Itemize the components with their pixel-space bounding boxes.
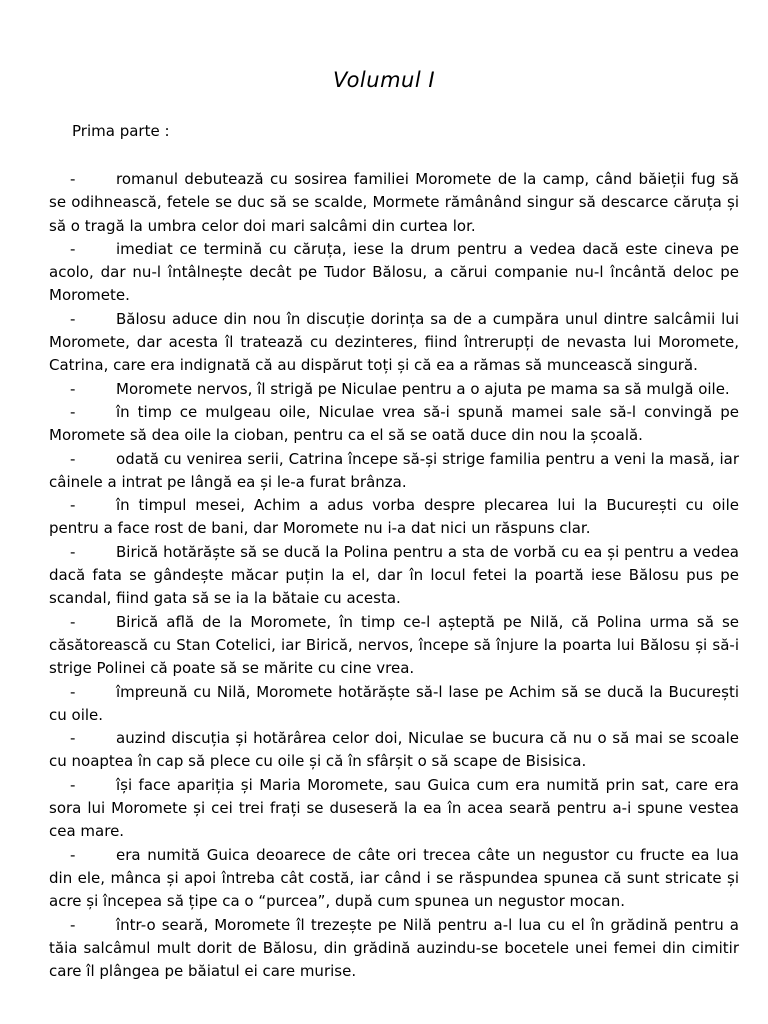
list-item xyxy=(49,541,739,611)
list-item-text: imediat ce termină cu căruța, iese la drum pentru a vedea dacă este cineva pe acolo, dar nu-l întâlnește decât pe Tudor Bălosu, a cărui companie nu-l încântă deloc pe Moromete. xyxy=(49,239,739,305)
bullet-dash: - xyxy=(70,309,76,328)
list-item-text: în timpul mesei, Achim a adus vorba despre plecarea lui la București cu oile pentru a face rost de bani, dar Moromete nu i-a dat nici un răspuns clar. xyxy=(49,496,739,538)
list-item xyxy=(49,401,739,448)
list-item xyxy=(49,681,739,728)
list-item-text: era numită Guica deoarece de câte ori trecea câte un negustor cu fructe ea lua din ele, mânca și apoi întreba cât costă, iar când i se răspundea spunea că sunt stricate și acre și începea să țipe ca o “purcea”, după cum spunea un negustor mocan. xyxy=(49,845,739,911)
list-item-text: odată cu venirea serii, Catrina începe să-și strige familia pentru a veni la masă, iar câinele a intrat pe lângă ea și le-a furat brânza. xyxy=(49,449,739,491)
bullet-dash: - xyxy=(70,845,76,864)
list-item-text: Birică află de la Moromete, în timp ce-l așteptă pe Nilă, că Polina urma să se căsătorească cu Stan Cotelici, iar Birică, nervos, începe să înjure la poarta lui Bălosu și să-i strige Polinei că poate să se mărite cu cine vrea. xyxy=(49,612,739,678)
bullet-dash: - xyxy=(70,612,76,631)
list-item-text: într-o seară, Moromete îl trezește pe Nilă pentru a-l lua cu el în grădină pentru a tăia salcâmul mult dorit de Bălosu, din grădină auzindu-se bocetele unei femei din cimitir care îl plângea pe băiatul ei care murise. xyxy=(49,915,739,981)
bullet-dash: - xyxy=(70,239,76,258)
list-item-text: își face apariția și Maria Moromete, sau Guica cum era numită prin sat, care era sora lui Moromete și cei trei frați se duseseră la ea în acea seară pentru a-i spune vestea cea mare. xyxy=(49,775,739,841)
bullet-dash: - xyxy=(70,915,76,934)
list-item xyxy=(49,448,739,495)
list-item xyxy=(49,727,739,774)
bullet-dash: - xyxy=(70,729,76,748)
list-item xyxy=(49,494,739,541)
bullet-dash: - xyxy=(70,449,76,468)
list-item-text: în timp ce mulgeau oile, Niculae vrea să-i spună mamei sale să-l convingă pe Moromete să dea oile la cioban, pentru ca el să se oată duce din nou la școală. xyxy=(49,402,739,445)
bullet-dash: - xyxy=(70,170,76,188)
list-item xyxy=(49,238,739,308)
list-item xyxy=(49,308,739,378)
page-title: Volumul I xyxy=(332,68,436,92)
bullet-dash: - xyxy=(70,496,76,515)
list-item-text: Birică hotărăște să se ducă la Polina pentru a sta de vorbă cu ea și pentru a vedea dacă fata se gândește măcar puțin la el, dar în locul fetei la poartă iese Bălosu pus pe scandal, fiind gata să se ia la bătaie cu acesta. xyxy=(49,542,739,608)
list-item xyxy=(49,611,739,681)
list-item xyxy=(49,774,739,844)
section-heading: Prima parte : xyxy=(72,122,170,140)
summary-list xyxy=(49,168,739,983)
bullet-dash: - xyxy=(70,775,76,794)
list-item-text: împreună cu Nilă, Moromete hotărăște să-l lase pe Achim să se ducă la București cu oile. xyxy=(49,682,739,724)
list-item-text: Bălosu aduce din nou în discuție dorința sa de a cumpăra unul dintre salcâmii lui Moromete, dar acesta îl tratează cu dezinteres, fiind întrerupți de nevasta lui Moromete, Catrina, care era indignată că au dispărut toți și că ea a rămas să muncească singură. xyxy=(49,309,739,375)
list-item-text: auzind discuția și hotărârea celor doi, Niculae se bucura că nu o să mai se scoale cu noaptea în cap să plece cu oile și că în sfârșit o să scape de Bisisica. xyxy=(49,729,739,771)
bullet-dash: - xyxy=(70,402,76,421)
list-item-text: romanul debutează cu sosirea familiei Moromete de la camp, când băieții fug să se odihnească, fetele se duc să se scalde, Mormete rămânând singur să descarce căruța și să o tragă la umbra celor doi mari salcâmi din curtea lor. xyxy=(49,170,739,235)
list-item-text: Moromete nervos, îl strigă pe Niculae pentru a o ajuta pe mama sa să mulgă oile. xyxy=(116,379,730,398)
list-item xyxy=(49,914,739,984)
bullet-dash: - xyxy=(70,379,76,398)
bullet-dash: - xyxy=(70,542,76,561)
list-item xyxy=(49,844,739,914)
list-item xyxy=(49,168,739,238)
list-item xyxy=(49,378,739,401)
bullet-dash: - xyxy=(70,682,76,701)
